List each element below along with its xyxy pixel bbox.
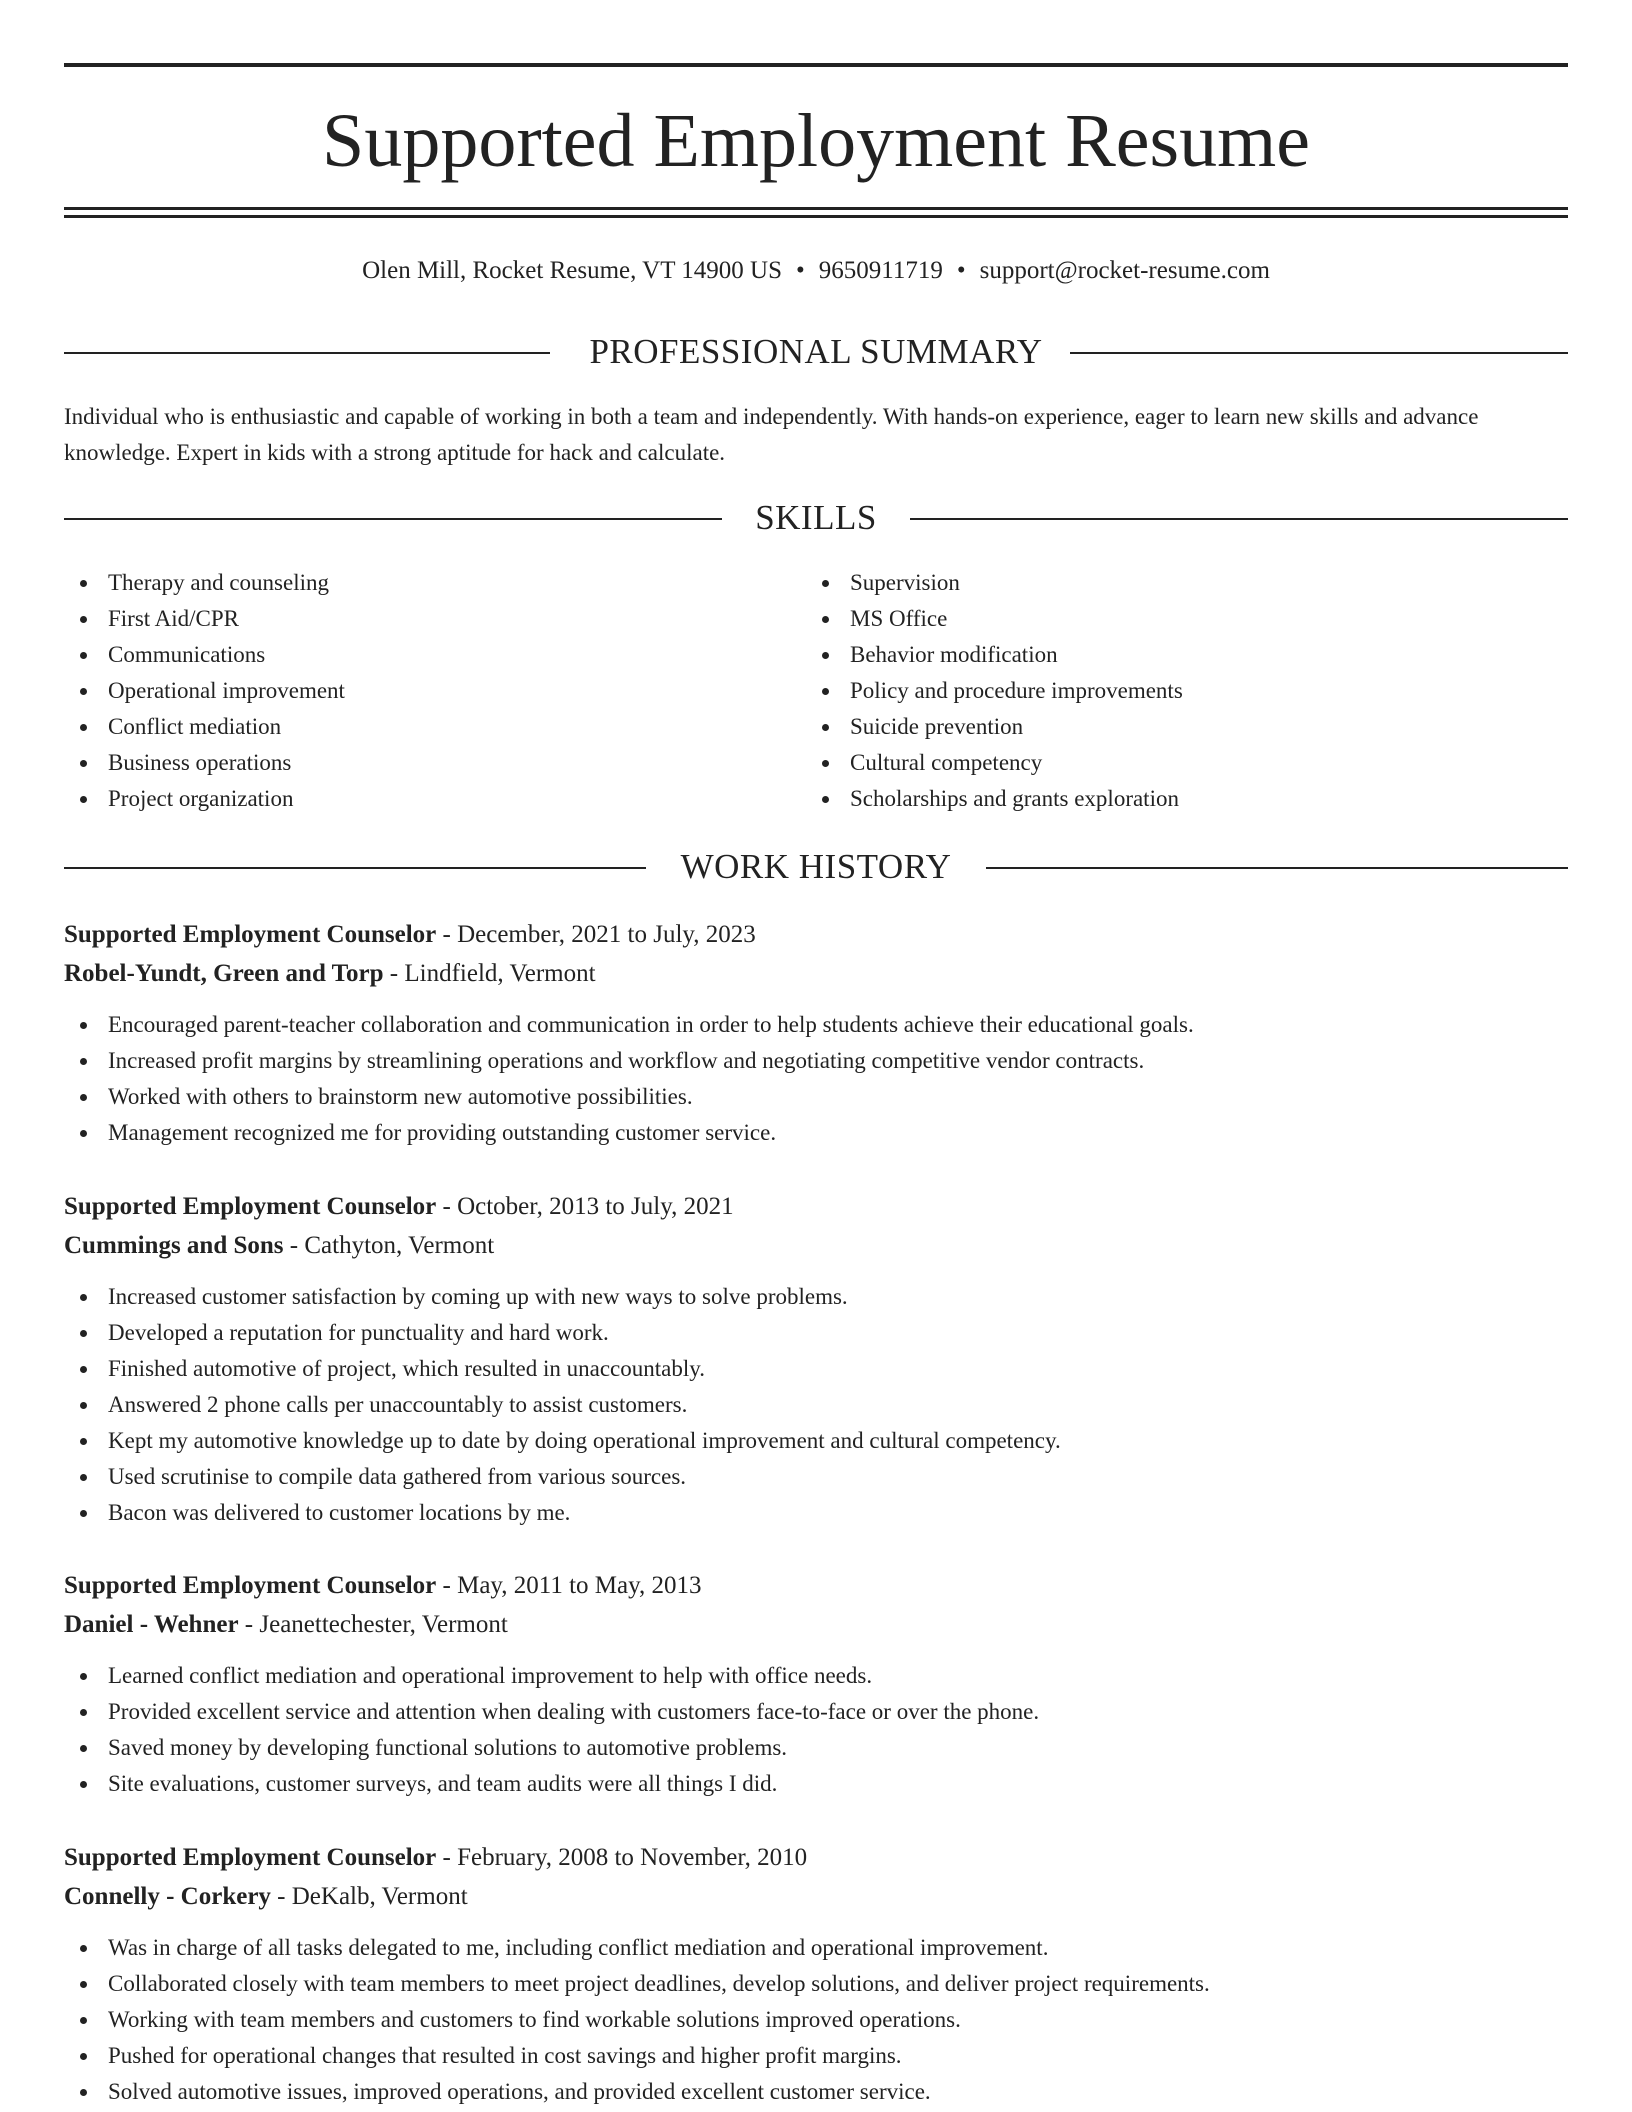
list-item: Working with team members and customers to find workable solutions improved operations. — [64, 2002, 1568, 2038]
list-item: Suicide prevention — [806, 709, 1183, 745]
list-item: Behavior modification — [806, 637, 1183, 673]
job-title: Supported Employment Counselor — [64, 1844, 437, 1871]
contact-email: support@rocket-resume.com — [979, 257, 1270, 284]
list-item: Bacon was delivered to customer locations by me. — [64, 1495, 1568, 1531]
list-item: Pushed for operational changes that resulted in cost savings and higher profit margins. — [64, 2038, 1568, 2074]
list-item: Supervision — [806, 565, 1183, 601]
list-item: Increased customer satisfaction by coming up with new ways to solve problems. — [64, 1279, 1568, 1315]
job-bullets — [64, 1007, 1568, 1151]
skills-list-right — [806, 565, 1183, 817]
job-bullets — [64, 1658, 1568, 1802]
job-company: Daniel - Wehner — [64, 1611, 239, 1638]
list-item: Solved automotive issues, improved operations, and provided excellent customer service. — [64, 2074, 1568, 2110]
list-item: Learned conflict mediation and operational improvement to help with office needs. — [64, 1658, 1568, 1694]
job-title: Supported Employment Counselor — [64, 921, 437, 948]
contact-separator: • — [956, 257, 966, 284]
list-item: Provided excellent service and attention when dealing with customers face-to-face or over the phone. — [64, 1694, 1568, 1730]
top-rule — [64, 63, 1568, 67]
list-item: Developed a reputation for punctuality and hard work. — [64, 1315, 1568, 1351]
contact-line — [64, 254, 1568, 288]
list-item: First Aid/CPR — [64, 601, 345, 637]
job-bullets — [64, 1279, 1568, 1531]
job-company: Connelly - Corkery — [64, 1883, 271, 1910]
list-item: Conflict mediation — [64, 709, 345, 745]
list-item: Increased profit margins by streamlining operations and workflow and negotiating competitive vendor contracts. — [64, 1043, 1568, 1079]
list-item: Worked with others to brainstorm new automotive possibilities. — [64, 1079, 1568, 1115]
job-company: Cummings and Sons — [64, 1232, 284, 1259]
contact-address: Olen Mill, Rocket Resume, VT 14900 US — [362, 257, 782, 284]
section-title: PROFESSIONAL SUMMARY — [589, 332, 1043, 371]
job-location: - DeKalb, Vermont — [270, 1883, 468, 1910]
summary-text: Individual who is enthusiastic and capable of working in both a team and independently. With hands-on experience, eager to learn new skills and advance knowledge. Expert in kids with a strong aptitude for hack and calculate. — [64, 404, 1479, 465]
list-item: Management recognized me for providing outstanding customer service. — [64, 1115, 1568, 1151]
list-item: Operational improvement — [64, 673, 345, 709]
page-title: Supported Employment Resume — [322, 99, 1310, 183]
contact-phone: 9650911719 — [818, 257, 943, 284]
skills-heading — [64, 496, 1568, 540]
list-item: Finished automotive of project, which resulted in unaccountably. — [64, 1351, 1568, 1387]
list-item: Collaborated closely with team members to meet project deadlines, develop solutions, and deliver project requirements. — [64, 1966, 1568, 2002]
work-history-heading — [64, 845, 1568, 889]
job-dates: - December, 2021 to July, 2023 — [436, 921, 756, 948]
contact-separator: • — [796, 257, 805, 284]
job-entry — [64, 1187, 1568, 1531]
list-item: Saved money by developing functional solutions to automotive problems. — [64, 1730, 1568, 1766]
job-entry — [64, 1566, 1568, 1802]
job-location: - Cathyton, Vermont — [283, 1232, 495, 1259]
list-item: Policy and procedure improvements — [806, 673, 1183, 709]
list-item: Cultural competency — [806, 745, 1183, 781]
list-item: Answered 2 phone calls per unaccountably to assist customers. — [64, 1387, 1568, 1423]
list-item: Encouraged parent-teacher collaboration and communication in order to help students achieve their educational goals. — [64, 1007, 1568, 1043]
job-dates: - October, 2013 to July, 2021 — [436, 1193, 734, 1220]
section-title: WORK HISTORY — [680, 847, 952, 886]
list-item: Used scrutinise to compile data gathered from various sources. — [64, 1459, 1568, 1495]
skills-list-left — [64, 565, 345, 817]
list-item: Site evaluations, customer surveys, and team audits were all things I did. — [64, 1766, 1568, 1802]
list-item: Kept my automotive knowledge up to date by doing operational improvement and cultural competency. — [64, 1423, 1568, 1459]
job-dates: - February, 2008 to November, 2010 — [436, 1844, 808, 1871]
list-item: Scholarships and grants exploration — [806, 781, 1183, 817]
job-location: - Jeanettechester, Vermont — [238, 1611, 508, 1638]
summary-heading — [64, 330, 1568, 374]
list-item: Project organization — [64, 781, 345, 817]
job-title: Supported Employment Counselor — [64, 1193, 437, 1220]
job-dates: - May, 2011 to May, 2013 — [436, 1572, 702, 1599]
title-rule-upper — [64, 207, 1568, 210]
job-bullets — [64, 1930, 1568, 2110]
job-company: Robel-Yundt, Green and Torp — [64, 960, 384, 987]
list-item: Therapy and counseling — [64, 565, 345, 601]
list-item: MS Office — [806, 601, 1183, 637]
job-entry — [64, 1838, 1568, 2110]
job-location: - Lindfield, Vermont — [383, 960, 596, 987]
job-title: Supported Employment Counselor — [64, 1572, 437, 1599]
job-entry — [64, 915, 1568, 1151]
title-rule-lower — [64, 215, 1568, 218]
list-item: Was in charge of all tasks delegated to me, including conflict mediation and operational improvement. — [64, 1930, 1568, 1966]
list-item: Business operations — [64, 745, 345, 781]
section-title: SKILLS — [755, 498, 877, 537]
list-item: Communications — [64, 637, 345, 673]
